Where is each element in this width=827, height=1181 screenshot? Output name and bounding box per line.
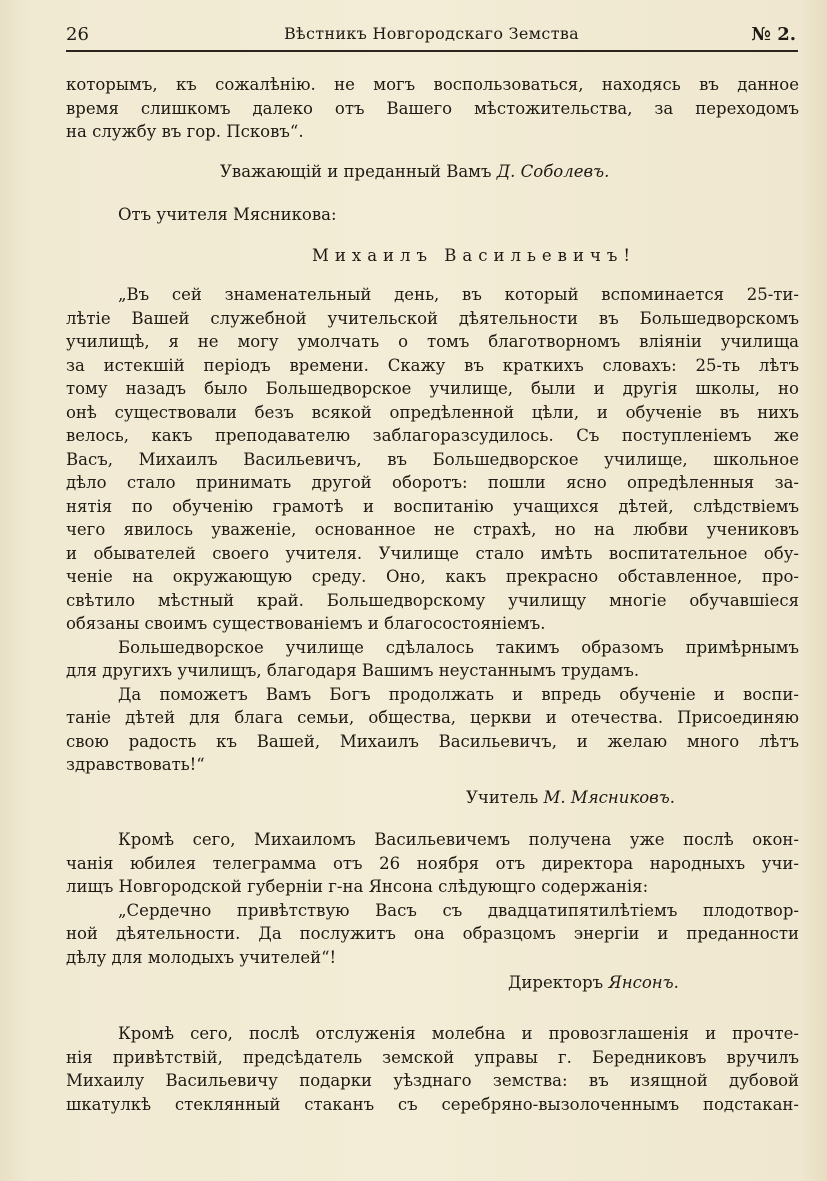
signature-name: М. Мясниковъ. [543, 788, 676, 807]
signature-text: Учитель [466, 788, 544, 807]
text-line: лищъ Новгородской губерніи г-на Янсона слѣдующго содержанія: [66, 877, 649, 896]
signature-name: Д. Соболевъ. [496, 162, 610, 181]
text-line: нятія по обученію грамотѣ и воспитанію учащихся дѣтей, слѣдствіемъ [66, 496, 799, 516]
text-line: нія привѣтствій, предсѣдатель земской управы г. Бередниковъ вручилъ [66, 1047, 799, 1067]
text-line: тому назадъ было Большедворское училище, были и другія школы, но [66, 379, 799, 398]
text-line: ченіе на окружающую среду. Оно, какъ прекрасно обставленное, про- [66, 567, 799, 586]
text-line: время слишкомъ далеко отъ Вашего мѣстожительства, за переходомъ [66, 98, 799, 118]
text-line: Васъ, Михаилъ Васильевичъ, въ Большедворское училище, школьное [66, 449, 799, 469]
journal-title: Вѣстникъ Новгородскаго Земства [284, 24, 579, 43]
text-line: ной дѣятельности. Да послужитъ она образцомъ энергіи и преданности [66, 924, 799, 943]
text-line: Да поможетъ Вамъ Богъ продолжать и впредь обученіе и воспи- [118, 684, 799, 704]
signature-yanson [508, 973, 679, 992]
text-line: обязаны своимъ существованіемъ и благосостояніемъ. [66, 614, 546, 633]
text-line: здравствовать!“ [66, 755, 205, 774]
text-line: и обывателей своего учителя. Училище стало имѣть воспитательное обу- [66, 543, 799, 563]
text-line: Кромѣ сего, Михаиломъ Васильевичемъ получена уже послѣ окон- [118, 830, 799, 849]
text-line: которымъ, къ сожалѣнію. не могъ воспользоваться, находясь въ данное [66, 75, 799, 94]
text-line: чего явилось уваженіе, основанное не страхѣ, но на любви учениковъ [66, 520, 799, 539]
text-line: за истекшій періодъ времени. Скажу въ краткихъ словахъ: 25-ть лѣтъ [66, 355, 799, 375]
paragraph-continuation [66, 73, 799, 144]
text-line: чанія юбилея телеграмма отъ 26 ноября отъ директора народныхъ учи- [66, 853, 799, 873]
text-line: шкатулкѣ стеклянный стаканъ съ серебряно-вызолоченнымъ подстакан- [66, 1094, 799, 1114]
running-header [66, 20, 796, 48]
text-line: онѣ существовали безъ всякой опредѣленной цѣли, и обученіе въ нихъ [66, 402, 799, 422]
paragraph-letter [66, 283, 799, 777]
text-line: Михаилу Васильевичу подарки уѣзднаго земства: въ изящной дубовой [66, 1071, 799, 1090]
text-line: дѣло стало принимать другой оборотъ: пошли ясно опредѣленныя за- [66, 473, 799, 492]
text-line: на службу въ гор. Псковъ“. [66, 122, 304, 141]
text-line: свою радость къ Вашей, Михаилъ Васильевичъ, и желаю много лѣтъ [66, 731, 799, 751]
text-line: училищѣ, я не могу умолчать о томъ благотворномъ вліяніи училища [66, 332, 799, 351]
signature-name: Янсонъ. [608, 973, 679, 992]
issue-number: № 2. [751, 24, 796, 45]
greeting: Михаилъ Васильевичъ! [312, 246, 637, 265]
from-line: Отъ учителя Мясникова: [118, 205, 337, 224]
text-line: свѣтило мѣстный край. Большедворскому училищу многіе обучавшіеся [66, 590, 799, 610]
paragraph-gifts [66, 1022, 799, 1116]
page-number: 26 [66, 24, 89, 45]
text-line: таніе дѣтей для блага семьи, общества, церкви и отечества. Присоединяю [66, 708, 799, 727]
text-line: для другихъ училищъ, благодаря Вашимъ неустаннымъ трудамъ. [66, 661, 640, 680]
signature-soboleff [220, 162, 609, 181]
signature-text: Директоръ [508, 973, 609, 992]
header-rule [66, 50, 798, 52]
text-line: Кромѣ сего, послѣ отслуженія молебна и провозглашенія и прочте- [118, 1024, 799, 1043]
text-line: Большедворское училище сдѣлалось такимъ образомъ примѣрнымъ [118, 637, 799, 657]
text-line: дѣлу для молодыхъ учителей“! [66, 947, 337, 967]
text-line: велось, какъ преподавателю заблагоразсудилось. Съ поступленіемъ же [66, 426, 799, 445]
signature-text: Уважающій и преданный Вамъ [220, 162, 497, 181]
text-line: „Въ сей знаменательный день, въ который вспоминается 25-ти- [118, 285, 799, 304]
text-line: „Сердечно привѣтствую Васъ съ двадцатипятилѣтіемъ плодотвор- [118, 900, 799, 920]
text-line: лѣтіе Вашей служебной учительской дѣятельности въ Большедворскомъ [66, 308, 799, 328]
signature-myasnikov [466, 788, 675, 807]
paragraph-telegram [66, 828, 799, 969]
